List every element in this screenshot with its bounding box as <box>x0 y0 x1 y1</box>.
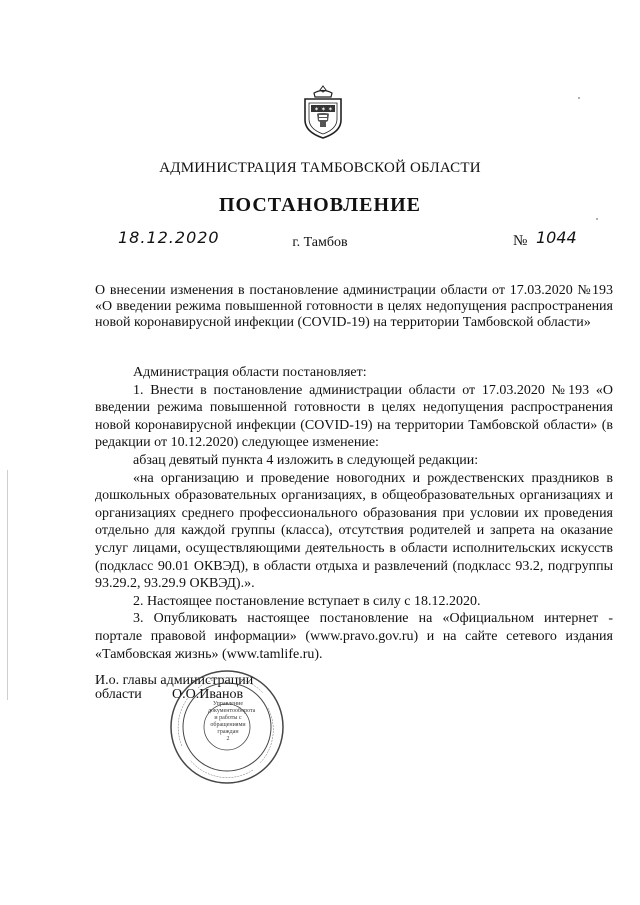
stamp-number: 2 <box>226 736 230 742</box>
stamp-department: Управление документооборота и работы с обращениями граждан <box>208 701 256 735</box>
city-label: г. Тамбов <box>292 235 348 250</box>
organization-title: АДМИНИСТРАЦИЯ ТАМБОВСКОЙ ОБЛАСТИ <box>159 160 481 176</box>
body-paragraph: Администрация области постановляет: <box>133 365 367 380</box>
signatory-name: О.О.Иванов <box>172 687 244 702</box>
number-sign: № <box>513 233 528 249</box>
body-paragraph: 3. Опубликовать настоящее постановление на «Официальном интернет - портале правовой информации» (www.pravo.gov.ru) и на сайте сетевого издания «Тамбовская жизнь» (www.tamlife.ru). <box>95 611 613 662</box>
scan-margin-line <box>7 470 8 700</box>
signatory-role: И.о. главы администрации <box>95 673 254 688</box>
document-body <box>95 364 613 663</box>
stamp-inner-text <box>208 701 256 743</box>
body-paragraph: 2. Настоящее постановление вступает в силу с 18.12.2020. <box>133 593 481 609</box>
svg-text:✶ ✶ ✶: ✶ ✶ ✶ <box>314 106 333 113</box>
coat-of-arms-icon <box>300 84 346 140</box>
body-paragraph: абзац девятый пункта 4 изложить в следующей редакции: <box>133 452 479 468</box>
official-stamp <box>168 668 286 786</box>
handwritten-number: 1044 <box>536 228 577 247</box>
document-subject: О внесении изменения в постановление администрации области от 17.03.2020 №193 «О введении режима повышенной готовности в целях недопущения распространения новой коронавирусной инфекции (COVID-19) на территории Тамбовской области» <box>95 283 613 330</box>
body-paragraph: 1. Внести в постановление администрации области от 17.03.2020 №193 «О введении режима повышенной готовности в целях недопущения распространения новой коронавирусной инфекции (COVID-19) на территории Тамбовской области» (в редакции от 10.12.2020) следующее изменение: <box>95 382 613 451</box>
document-type-heading: ПОСТАНОВЛЕНИЕ <box>219 194 421 216</box>
scan-speck <box>578 97 580 99</box>
body-paragraph: «на организацию и проведение новогодних и рождественских праздников в дошкольных образовательных организациях, в общеобразовательных организациях и организациях среднего профессионального образования при условии их проведения отдельно для каждой группы (класса), отсутствия родителей и запрета на оказание услуг лицами, осуществляющими деятельность в области исполнительских искусств (подкласс 90.01 ОКВЭД), в области отдыха и развлечений (подкласс 93.2, подгруппы 93.29.2, 93.29.9 ОКВЭД).». <box>95 470 613 592</box>
handwritten-date: 18.12.2020 <box>118 228 220 247</box>
signatory-role-line2: области <box>95 687 142 702</box>
scan-speck <box>596 218 598 220</box>
